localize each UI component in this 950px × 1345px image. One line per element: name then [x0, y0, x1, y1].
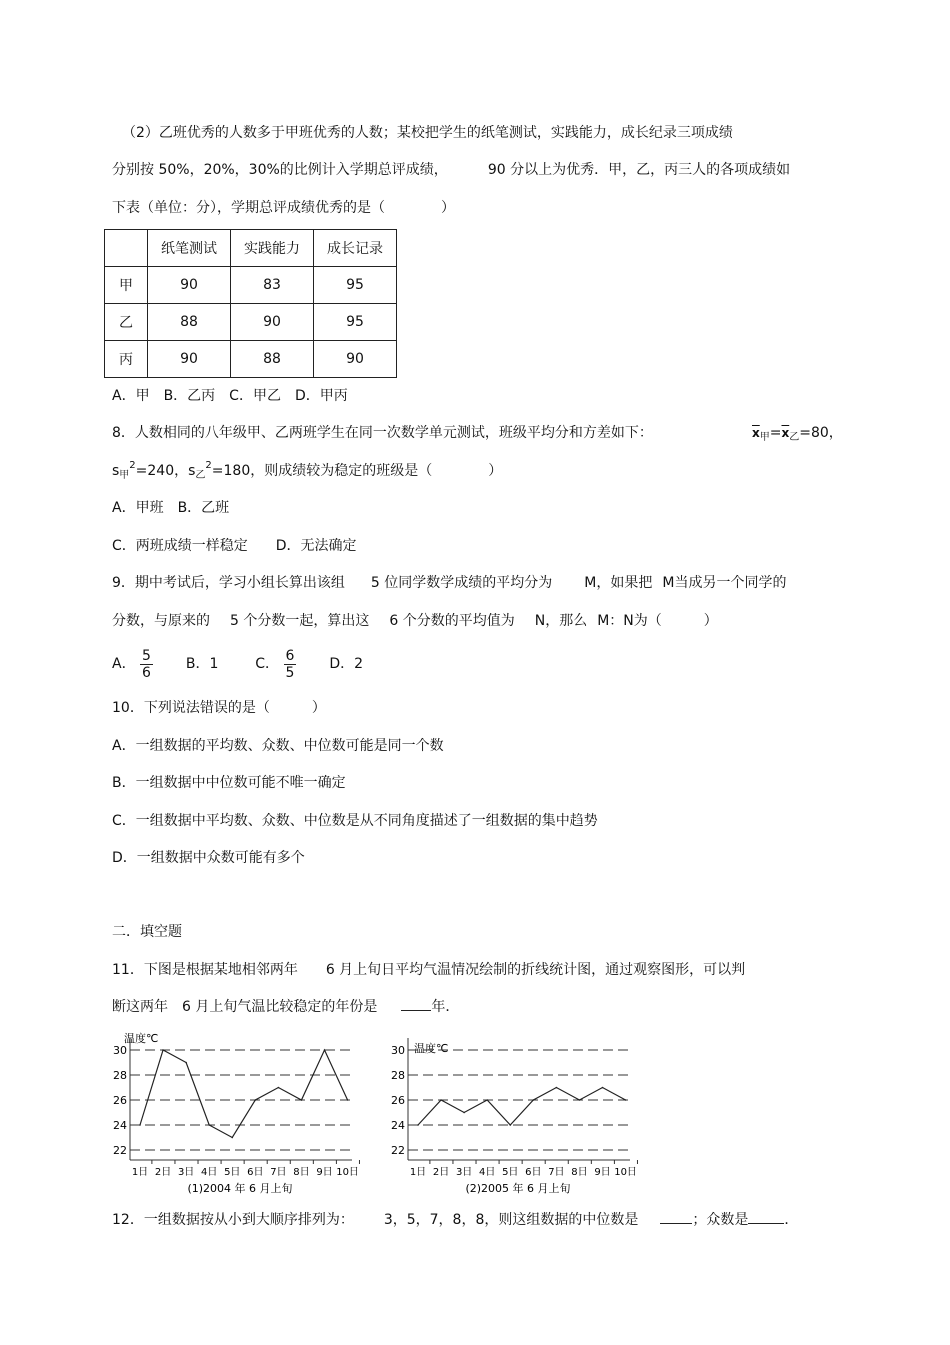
- mean-value: =80，: [799, 425, 843, 441]
- data-point: [324, 1049, 326, 1051]
- x-tick-label: 4日: [201, 1167, 218, 1178]
- q7-line1: （2）乙班优秀的人数多于甲班优秀的人数；某校把学生的纸笔测试，实践能力，成长纪录三项成绩: [122, 125, 733, 141]
- chart-axes: [408, 1038, 630, 1160]
- y-tick-label: 26: [113, 1094, 127, 1107]
- data-point: [579, 1099, 581, 1101]
- median-answer-blank[interactable]: [660, 1223, 692, 1224]
- x-tick-label: 4日: [479, 1167, 496, 1178]
- q12-line-a: 12．一组数据按从小到大顺序排列为：: [112, 1212, 354, 1228]
- var-a-val: =240，s: [135, 463, 196, 479]
- x-tick-label: 9日: [316, 1167, 333, 1178]
- x-tick-label: 1日: [131, 1167, 149, 1178]
- x-tick-labels: [132, 1160, 360, 1178]
- mean-eq: =: [769, 425, 782, 441]
- q10-option-b: B．一组数据中中位数可能不唯一确定: [112, 775, 346, 791]
- series-polyline: [418, 1088, 626, 1126]
- x-tick-label: 1日: [409, 1167, 427, 1178]
- x-tick-labels: [410, 1160, 638, 1178]
- table-cell: 甲: [105, 267, 148, 304]
- fraction-5-6: [140, 648, 153, 681]
- q7-line2a: 分别按 50%，20%，30%的比例计入学期总评成绩，: [112, 162, 448, 178]
- table-cell: 90: [231, 304, 314, 341]
- table-cell: 88: [231, 341, 314, 378]
- q8-line1: 8．人数相同的八年级甲、乙两班学生在同一次数学单元测试，班级平均分和方差如下：: [112, 425, 653, 441]
- q9-line1c: M，如果把: [584, 575, 653, 591]
- y-tick-labels: [113, 1044, 127, 1157]
- var-b-val: =180，则成绩较为稳定的班级是（ ）: [211, 463, 503, 479]
- data-point: [533, 1099, 535, 1101]
- fraction-numerator: 6: [285, 647, 295, 664]
- chart-2004: [110, 1030, 362, 1198]
- data-point: [556, 1087, 558, 1089]
- q9-option-d: D．2: [329, 656, 364, 672]
- mode-answer-blank[interactable]: [748, 1223, 784, 1224]
- data-point: [278, 1087, 280, 1089]
- table-cell: 95: [314, 304, 397, 341]
- q12-line: [112, 1211, 798, 1229]
- y-tick-label: 26: [391, 1094, 405, 1107]
- q10-option-c: C．一组数据中平均数、众数、中位数是从不同角度描述了一组数据的集中趋势: [112, 813, 598, 829]
- table-header-cell: [105, 230, 148, 267]
- x-tick-label: 8日: [293, 1167, 310, 1178]
- score-table: [104, 229, 397, 378]
- chart-2005: [388, 1030, 640, 1198]
- fraction-denominator: 6: [142, 664, 151, 681]
- data-point: [185, 1062, 187, 1064]
- chart-title: (1)2004 年 6 月上旬: [187, 1182, 293, 1195]
- y-tick-label: 24: [113, 1119, 127, 1132]
- q11-line1a: 11．下图是根据某地相邻两年: [112, 962, 298, 978]
- q9-line1b: 5 位同学数学成绩的平均分为: [370, 575, 553, 591]
- q10-option-a: A．一组数据的平均数、众数、中位数可能是同一个数: [112, 738, 444, 754]
- q11-line2: [112, 998, 459, 1016]
- fraction-6-5: [284, 648, 297, 681]
- q11-line2a: 断这两年 6 月上旬气温比较稳定的年份是: [112, 999, 378, 1015]
- q9-line2c: 6 个分数的平均值为: [389, 613, 515, 629]
- y-tick-label: 22: [113, 1144, 127, 1157]
- table-cell: 90: [314, 341, 397, 378]
- q11-line1b: 6 月上旬日平均气温情况绘制的折线统计图，通过观察图形，可以判: [325, 962, 746, 978]
- q9-line2b: 5 个分数一起，算出这: [230, 613, 370, 629]
- q12-line-d: ．: [784, 1212, 799, 1228]
- x-tick-label: 5日: [224, 1167, 241, 1178]
- x-tick-label: 3日: [177, 1167, 195, 1178]
- q7-line2: [112, 161, 790, 179]
- data-point: [255, 1099, 257, 1101]
- y-axis-label: 温度℃: [124, 1032, 159, 1045]
- table-row: [105, 341, 397, 378]
- data-point: [625, 1099, 627, 1101]
- answer-blank[interactable]: [401, 1010, 431, 1011]
- data-point: [208, 1124, 210, 1126]
- table-header-cell: 成长记录: [314, 230, 397, 267]
- data-point: [463, 1112, 465, 1114]
- x-tick-label: 5日: [502, 1167, 519, 1178]
- chart-axes: [130, 1038, 352, 1160]
- data-point: [139, 1124, 141, 1126]
- var-s: s: [112, 463, 120, 479]
- data-point: [417, 1124, 419, 1126]
- mean-symbol: $\overline{x}$: [781, 426, 790, 440]
- mean-sub-a: 甲: [759, 432, 770, 443]
- y-tick-label: 22: [391, 1144, 405, 1157]
- table-cell: 90: [148, 267, 231, 304]
- y-tick-label: 28: [391, 1069, 405, 1082]
- data-point: [347, 1099, 349, 1101]
- chart-title: (2)2005 年 6 月上旬: [465, 1182, 571, 1195]
- x-tick-label: 7日: [270, 1167, 287, 1178]
- section-title: 二．填空题: [112, 924, 182, 940]
- q8-option-c: C．两班成绩一样稳定 D．无法确定: [112, 538, 357, 554]
- table-row: [105, 267, 397, 304]
- q8-line2: [112, 462, 502, 482]
- q8-option-a: A．甲班 B．乙班: [112, 500, 230, 516]
- gridlines: [130, 1050, 352, 1150]
- q9-line2a: 分数，与原来的: [112, 613, 210, 629]
- data-point: [301, 1099, 303, 1101]
- var-b-sub: 乙: [195, 470, 206, 481]
- q9-line2: [112, 612, 718, 630]
- series-polyline: [140, 1050, 348, 1138]
- data-point: [509, 1124, 511, 1126]
- series-line: [417, 1087, 626, 1126]
- mean-sub-b: 乙: [789, 432, 800, 443]
- x-tick-label: 9日: [594, 1167, 611, 1178]
- q9-line1: [112, 574, 786, 592]
- table-cell: 88: [148, 304, 231, 341]
- q9-options: [112, 646, 363, 682]
- q9-option-b: B．1: [185, 656, 219, 672]
- q8-means: [752, 424, 843, 444]
- table-header-row: [105, 230, 397, 267]
- table-cell: 83: [231, 267, 314, 304]
- y-tick-label: 30: [113, 1044, 127, 1057]
- q7-options: A．甲 B．乙丙 C．甲乙 D．甲丙: [112, 388, 348, 404]
- var-a-sub: 甲: [119, 470, 130, 481]
- table-cell: 丙: [105, 341, 148, 378]
- data-point: [162, 1049, 164, 1051]
- data-point: [486, 1099, 488, 1101]
- table-cell: 乙: [105, 304, 148, 341]
- table-header-cell: 实践能力: [231, 230, 314, 267]
- table-cell: 90: [148, 341, 231, 378]
- y-tick-labels: [391, 1044, 405, 1157]
- q9-line1d: M当成另一个同学的: [662, 575, 787, 591]
- x-tick-label: 2日: [432, 1167, 450, 1178]
- fraction-denominator: 5: [285, 664, 295, 681]
- fraction-numerator: 5: [142, 647, 151, 664]
- mean-symbol: $\overline{x}$: [752, 426, 760, 440]
- data-point: [602, 1087, 604, 1089]
- q12-line-b: 3，5，7，8，8，则这组数据的中位数是: [383, 1212, 639, 1228]
- q10-stem: 10．下列说法错误的是（ ）: [112, 700, 326, 716]
- q10-option-d: D．一组数据中众数可能有多个: [112, 850, 305, 866]
- q9-line2e: M：N为（ ）: [597, 613, 718, 629]
- q9-line2d: N，那么: [534, 613, 588, 629]
- q11-line2b: 年．: [431, 999, 460, 1015]
- y-tick-label: 28: [113, 1069, 127, 1082]
- x-tick-label: 7日: [548, 1167, 565, 1178]
- x-tick-label: 6日: [247, 1167, 264, 1178]
- x-tick-label: 6日: [525, 1167, 542, 1178]
- var-b-sup: 2: [205, 460, 212, 471]
- y-tick-label: 24: [391, 1119, 405, 1132]
- var-a-sup: 2: [129, 460, 136, 471]
- table-header-cell: 纸笔测试: [148, 230, 231, 267]
- table-cell: 95: [314, 267, 397, 304]
- q9-option-c-label: C．: [255, 656, 280, 672]
- x-tick-label: 8日: [571, 1167, 588, 1178]
- q11-line1: [112, 961, 745, 979]
- y-tick-label: 30: [391, 1044, 405, 1057]
- x-tick-label: 10日: [614, 1167, 637, 1178]
- q7-line3: 下表（单位：分），学期总评成绩优秀的是（ ）: [112, 200, 455, 216]
- x-tick-label: 3日: [455, 1167, 473, 1178]
- q7-line2b: 90 分以上为优秀．甲，乙，丙三人的各项成绩如: [487, 162, 791, 178]
- x-tick-label: 2日: [154, 1167, 172, 1178]
- q9-option-a-label: A．: [112, 656, 136, 672]
- table-row: [105, 304, 397, 341]
- data-point: [440, 1099, 442, 1101]
- q12-line-c: ；众数是: [692, 1212, 749, 1228]
- q9-line1a: 9．期中考试后，学习小组长算出该组: [112, 575, 345, 591]
- data-point: [231, 1137, 233, 1139]
- x-tick-label: 10日: [336, 1167, 359, 1178]
- y-axis-label: 温度℃: [414, 1042, 449, 1055]
